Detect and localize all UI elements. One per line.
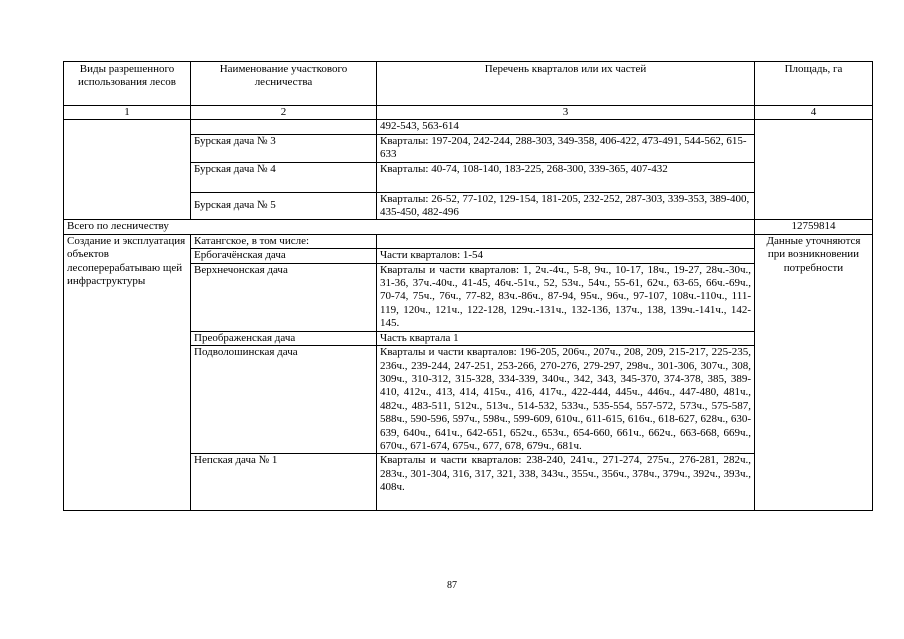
column-number-row [64, 106, 873, 120]
quarters-empty [377, 234, 755, 248]
quarters-list: Часть квартала 1 [377, 331, 755, 345]
forestry-name: Бурская дача № 4 [191, 162, 377, 192]
quarters-list: Кварталы и части кварталов: 196-205, 206ч., 207ч., 208, 209, 215-217, 225-235, 236ч., 239-244, 247-251, 253-266, 270-276, 279-297, 298ч., 301-306, 307ч., 308, 309ч., 310-312, 315-328, 334-339, 340ч., 342, 343, 345-370, 374-378, 385, 389-410, 412ч., 413, 414, 415ч., 416, 417ч., 422-444, 445ч., 446ч., 447-480, 481ч., 482ч., 483-511, 512ч., 513ч., 514-532, 533ч., 535-554, 557-572, 573ч., 575-587, 588ч., 590-596, 597ч., 598ч., 599-609, 610ч., 611-615, 616ч., 618-627, 628ч., 630-639, 640ч., 641ч., 642-651, 652ч., 653ч., 654-660, 661ч., 662ч., 663-668, 669ч., 670ч., 671-674, 675ч., 677, 678, 679ч., 681ч. [377, 346, 755, 454]
header-row [64, 62, 873, 106]
forestry-name: Бурская дача № 5 [191, 192, 377, 220]
forestry-name: Подволошинская дача [191, 346, 377, 454]
quarters-list: Кварталы и части кварталов: 1, 2ч.-4ч., 5-8, 9ч., 10-17, 18ч., 19-27, 28ч.-30ч., 31-36, 37ч.-40ч., 41-45, 46ч.-51ч., 52, 53ч., 54ч., 55-61, 62ч., 63-65, 66ч.-69ч., 70-74, 75ч., 76ч., 77-82, 83ч.-86ч., 87-94, 95ч., 96ч., 97-107, 108ч.-110ч., 111-119, 120ч., 121ч., 122-128, 129ч.-131ч., 132-136, 137ч., 138, 139ч.-141ч., 142-145. [377, 263, 755, 331]
forest-use-table [63, 61, 873, 511]
table-row [64, 120, 873, 134]
forestry-name: Верхнечонская дача [191, 263, 377, 331]
forestry-name: Ербогачёнская дача [191, 249, 377, 263]
colnum-3: 3 [377, 106, 755, 120]
header-forestry-name: Наименование участкового лесничества [191, 62, 377, 106]
subheader-text: Катангское, в том числе [194, 234, 306, 247]
header-area: Площадь, га [755, 62, 873, 106]
use-type-cell-empty [64, 120, 191, 220]
page-number: 87 [447, 580, 457, 591]
colnum-2: 2 [191, 106, 377, 120]
quarters-list: Кварталы: 40-74, 108-140, 183-225, 268-300, 339-365, 407-432 [377, 162, 755, 192]
subheader-colon: : [305, 234, 310, 247]
quarters-list: Кварталы: 26-52, 77-102, 129-154, 181-205, 232-252, 287-303, 339-353, 389-400, 435-450, 482-496 [377, 192, 755, 220]
forestry-name: Непская дача № 1 [191, 454, 377, 511]
area-cell-empty [755, 120, 873, 220]
header-quarters-list: Перечень кварталов или их частей [377, 62, 755, 106]
forestry-name-empty [191, 120, 377, 134]
forestry-subheader [191, 234, 377, 248]
header-use-types: Виды разрешенного использования лесов [64, 62, 191, 106]
forestry-name: Бурская дача № 3 [191, 134, 377, 162]
colnum-1: 1 [64, 106, 191, 120]
table-row [64, 234, 873, 248]
total-row [64, 220, 873, 234]
quarters-list: Части кварталов: 1-54 [377, 249, 755, 263]
quarters-list: Кварталы и части кварталов: 238-240, 241ч., 271-274, 275ч., 276-281, 282ч., 283ч., 301-304, 316, 317, 321, 338, 343ч., 355ч., 356ч., 378ч., 379ч., 392ч., 393ч., 408ч. [377, 454, 755, 511]
forestry-name: Преображенская дача [191, 331, 377, 345]
area-note: Данные уточняются при возникновении потребности [755, 234, 873, 511]
use-type-infrastructure: Создание и эксплуатация объектов лесоперерабатываю щей инфраструктуры [64, 234, 191, 511]
colnum-4: 4 [755, 106, 873, 120]
quarters-continuation: 492-543, 563-614 [377, 120, 755, 134]
total-area: 12759814 [755, 220, 873, 234]
total-label: Всего по лесничеству [64, 220, 755, 234]
quarters-list: Кварталы: 197-204, 242-244, 288-303, 349-358, 406-422, 473-491, 544-562, 615-633 [377, 134, 755, 162]
